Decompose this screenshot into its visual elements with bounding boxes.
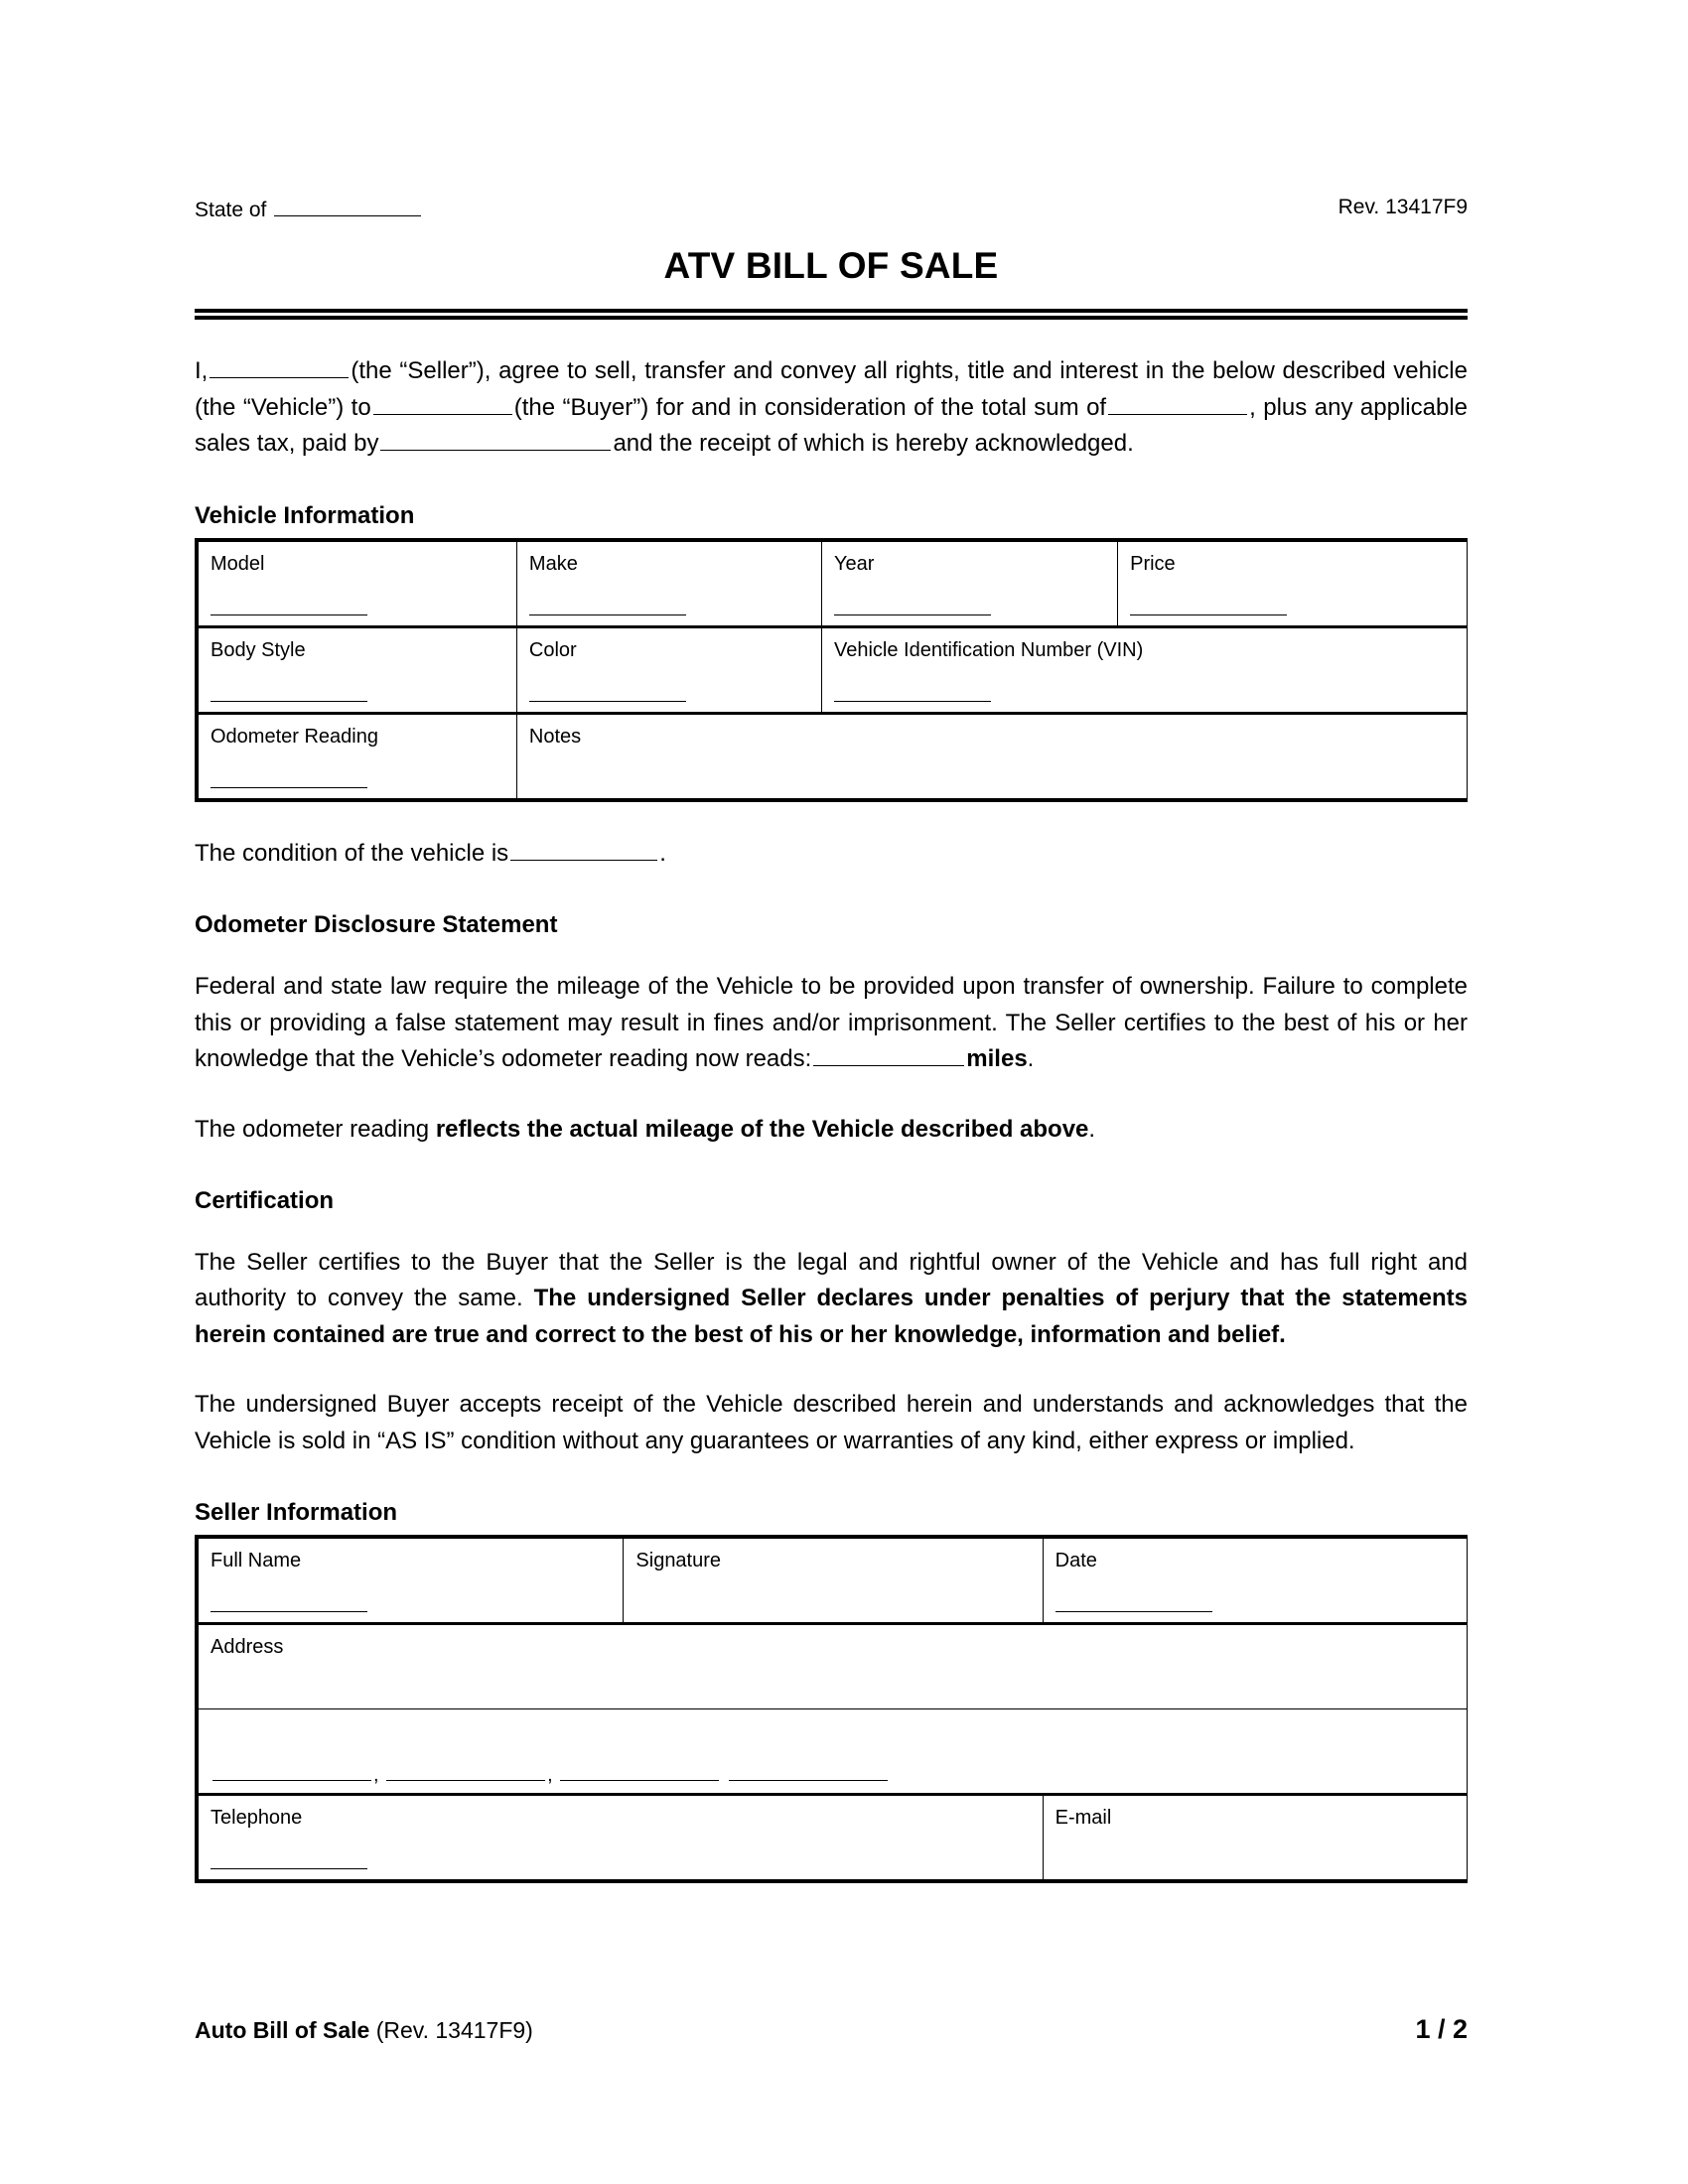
cell-label: Telephone xyxy=(211,1807,303,1830)
state-blank-line[interactable] xyxy=(274,195,421,216)
cell-signature[interactable] xyxy=(624,1537,1043,1624)
cell-label: Vehicle Identification Number (VIN) xyxy=(834,638,1144,661)
buyer-name-blank[interactable] xyxy=(373,390,512,415)
reflects-suffix: . xyxy=(1088,1115,1096,1143)
cell-label: Body Style xyxy=(211,638,306,661)
intro-part-4: , plus any applicable sales tax, paid by xyxy=(195,393,1468,458)
reflects-prefix: The odometer reading xyxy=(195,1115,436,1143)
condition-suffix: . xyxy=(659,839,666,867)
table-row xyxy=(197,626,1468,713)
cell-label: Full Name xyxy=(211,1550,302,1572)
cell-label: E-mail xyxy=(1055,1807,1112,1830)
cell-make[interactable] xyxy=(516,540,821,627)
cell-notes[interactable] xyxy=(516,713,1467,800)
cell-label: Color xyxy=(528,638,577,661)
page-footer xyxy=(195,2014,1468,2045)
condition-paragraph xyxy=(195,836,1468,872)
cell-odometer-reading[interactable] xyxy=(197,713,516,800)
cell-full-name[interactable] xyxy=(197,1537,624,1624)
odometer-period: . xyxy=(1027,1045,1035,1073)
footer-title-bold: Auto Bill of Sale xyxy=(195,2017,370,2043)
table-row xyxy=(197,713,1468,800)
body-style-blank[interactable] xyxy=(211,700,367,702)
seller-information-table xyxy=(195,1535,1468,1883)
cell-telephone[interactable] xyxy=(197,1795,1043,1882)
page-header xyxy=(195,195,1468,223)
cell-label: Model xyxy=(211,552,265,575)
vehicle-information-table xyxy=(195,538,1468,802)
condition-blank[interactable] xyxy=(510,836,657,861)
reflects-bold-text: reflects the actual mileage of the Vehicle described above xyxy=(435,1115,1089,1143)
table-row xyxy=(197,1537,1468,1624)
certification-paragraph-2: The undersigned Buyer accepts receipt of the Vehicle described herein and understands and acknowledges that the Vehicle is sold in “AS IS” condition without any guarantees or warranties of any kind, either express or implied. xyxy=(195,1391,1468,1454)
cell-vin[interactable] xyxy=(822,626,1468,713)
cell-email[interactable] xyxy=(1043,1795,1467,1882)
cell-label: Signature xyxy=(635,1550,722,1572)
odometer-disclosure-text: Federal and state law require the mileage of the Vehicle to be provided upon transfer of ownership. Failure to complete this or providing a false statement may result in fines and/or imprisonment. The Seller certifies to the best of his or her knowledge that the Vehicle’s odometer reading now reads: xyxy=(195,973,1468,1073)
table-row xyxy=(197,1709,1468,1795)
cell-address-fields[interactable] xyxy=(197,1709,1468,1795)
cell-label: Price xyxy=(1130,552,1176,575)
footer-title-revision: (Rev. 13417F9) xyxy=(369,2017,533,2043)
total-sum-blank[interactable] xyxy=(1108,390,1247,415)
model-blank[interactable] xyxy=(211,614,367,615)
address-street-blank[interactable] xyxy=(212,1760,371,1781)
address-city-blank[interactable] xyxy=(386,1760,545,1781)
odometer-disclosure-paragraph xyxy=(195,969,1468,1077)
odometer-miles-blank[interactable] xyxy=(813,1041,964,1066)
address-separator-1: , xyxy=(373,1764,379,1787)
cell-price[interactable] xyxy=(1118,540,1468,627)
telephone-blank[interactable] xyxy=(211,1867,367,1869)
odometer-disclosure-heading: Odometer Disclosure Statement xyxy=(195,911,558,939)
cell-year[interactable] xyxy=(822,540,1118,627)
state-of-label: State of xyxy=(195,199,267,221)
price-blank[interactable] xyxy=(1130,614,1287,615)
miles-label: miles xyxy=(966,1045,1028,1073)
odometer-reflects-paragraph xyxy=(195,1112,1468,1148)
certification-paragraph-1 xyxy=(195,1245,1468,1353)
intro-part-1: I, xyxy=(195,357,209,385)
address-separator-2: , xyxy=(547,1764,553,1787)
year-blank[interactable] xyxy=(834,614,991,615)
revision-code: Rev. 13417F9 xyxy=(1337,196,1468,218)
cell-model[interactable] xyxy=(197,540,516,627)
condition-prefix: The condition of the vehicle is xyxy=(195,839,509,867)
table-row xyxy=(197,1795,1468,1882)
cell-label: Address xyxy=(211,1636,284,1659)
table-row xyxy=(197,540,1468,627)
cell-date[interactable] xyxy=(1043,1537,1467,1624)
intro-part-2: (the “Seller”), agree to sell, transfer and convey all rights, title and interest in the below described vehicle (the “Vehicle”) to xyxy=(195,357,1468,421)
full-name-blank[interactable] xyxy=(211,1610,367,1612)
cell-color[interactable] xyxy=(516,626,821,713)
cell-label: Date xyxy=(1055,1550,1097,1572)
address-blank-line[interactable] xyxy=(211,1760,890,1785)
certification-heading: Certification xyxy=(195,1187,335,1214)
page-title: ATV BILL OF SALE xyxy=(663,245,999,287)
state-of-field xyxy=(195,195,423,223)
paid-by-blank[interactable] xyxy=(380,426,611,451)
color-blank[interactable] xyxy=(529,700,686,702)
intro-part-3: (the “Buyer”) for and in consideration of the total sum of xyxy=(513,393,1107,421)
certification-bold-text: The undersigned Seller declares under penalties of perjury that the statements herein contained are true and correct to the best of his or her knowledge, information and belief. xyxy=(195,1285,1469,1348)
cell-body-style[interactable] xyxy=(197,626,516,713)
address-zip-blank[interactable] xyxy=(729,1760,888,1781)
cell-label: Year xyxy=(834,552,875,575)
seller-name-blank[interactable] xyxy=(210,353,349,378)
cell-label: Notes xyxy=(528,725,582,748)
seller-information-heading: Seller Information xyxy=(195,1499,398,1527)
address-state-blank[interactable] xyxy=(560,1760,719,1781)
page-number: 1 / 2 xyxy=(1415,2014,1468,2044)
intro-part-5: and the receipt of which is hereby acknowledged. xyxy=(613,430,1134,458)
vin-blank[interactable] xyxy=(834,700,991,702)
footer-document-title xyxy=(195,2017,533,2044)
certification-normal-text: The Seller certifies to the Buyer that the Seller is the legal and rightful owner of the Vehicle and has full right and authority to convey the same. xyxy=(195,1249,1468,1312)
vehicle-information-heading: Vehicle Information xyxy=(195,501,415,529)
cell-address-label xyxy=(197,1624,1468,1709)
make-blank[interactable] xyxy=(529,614,686,615)
cell-label: Odometer Reading xyxy=(211,725,378,748)
date-blank[interactable] xyxy=(1055,1610,1212,1612)
table-row xyxy=(197,1624,1468,1709)
intro-paragraph xyxy=(195,353,1468,462)
odometer-reading-blank[interactable] xyxy=(211,786,367,788)
title-divider xyxy=(195,309,1468,320)
cell-label: Make xyxy=(528,552,578,575)
